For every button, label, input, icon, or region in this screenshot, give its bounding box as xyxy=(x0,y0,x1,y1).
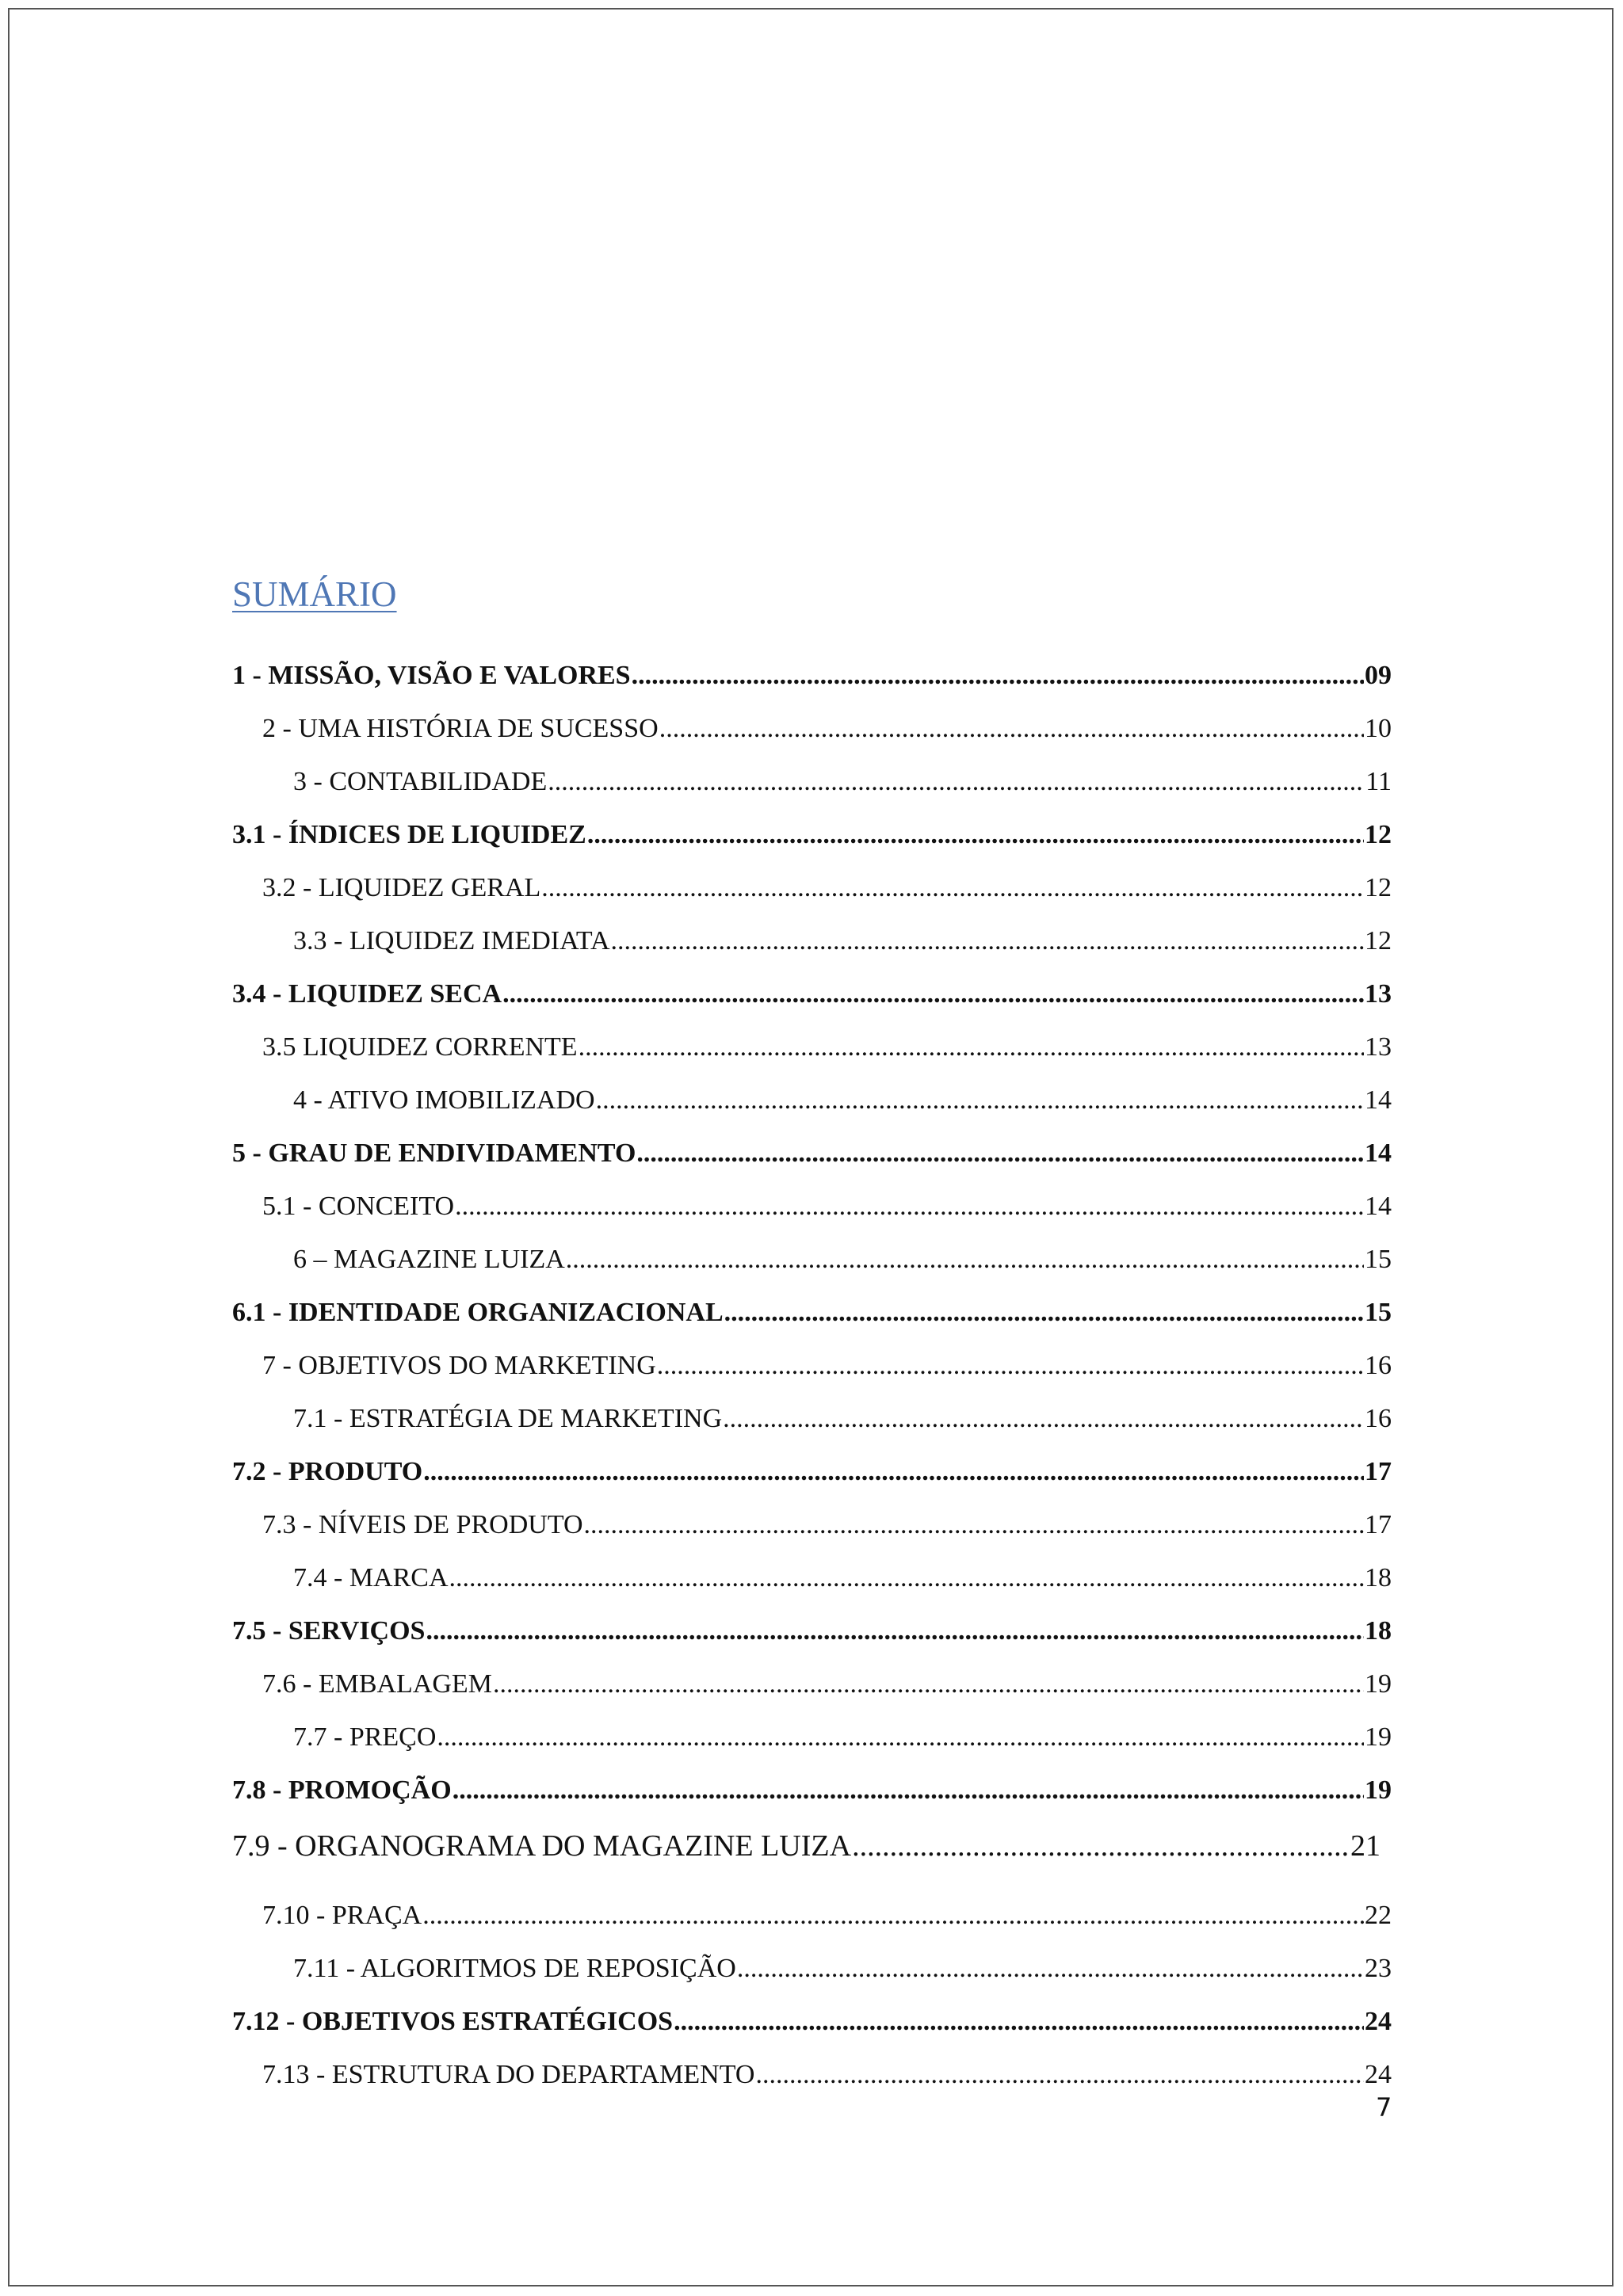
toc-entry-7-9[interactable] xyxy=(232,1826,1381,1866)
toc-entry-text: 7.7 - PREÇO xyxy=(293,1722,437,1752)
toc-entry-text: 7.5 - SERVIÇOS xyxy=(232,1616,426,1646)
toc-page-number: 22 xyxy=(1365,1901,1392,1930)
toc-entry-text: 7.4 - MARCA xyxy=(293,1563,449,1592)
toc-dot-leader xyxy=(453,1771,1364,1810)
toc-dot-leader xyxy=(579,1028,1364,1067)
toc-dot-leader xyxy=(455,1187,1364,1226)
toc-page-number: 18 xyxy=(1365,1616,1392,1646)
toc-dot-leader xyxy=(723,1399,1364,1439)
toc-entry-text: 1 - MISSÃO, VISÃO E VALORES xyxy=(232,661,631,690)
toc-dot-leader xyxy=(423,1452,1364,1492)
toc-dot-leader xyxy=(737,1949,1364,1989)
toc-page-number: 19 xyxy=(1365,1722,1392,1752)
toc-entry-text: 7.2 - PRODUTO xyxy=(232,1457,423,1486)
toc-entry-7[interactable] xyxy=(262,1346,1392,1386)
toc-dot-leader xyxy=(596,1081,1364,1120)
toc-page-number: 09 xyxy=(1365,661,1392,690)
toc-entry-7-11[interactable] xyxy=(293,1949,1392,1989)
toc-entry-text: 3 - CONTABILIDADE xyxy=(293,767,548,796)
toc-page-number: 15 xyxy=(1365,1298,1392,1327)
toc-page-number: 14 xyxy=(1365,1192,1392,1221)
toc-entry-7-3[interactable] xyxy=(262,1505,1392,1545)
toc-entry-text: 6.1 - IDENTIDADE ORGANIZACIONAL xyxy=(232,1298,724,1327)
toc-dot-leader xyxy=(852,1826,1350,1866)
toc-dot-leader xyxy=(587,815,1364,855)
toc-entry-7-5[interactable] xyxy=(232,1611,1392,1651)
toc-entry-7-10[interactable] xyxy=(262,1896,1392,1936)
toc-dot-leader xyxy=(724,1293,1364,1333)
toc-page-number: 24 xyxy=(1365,2060,1392,2089)
toc-dot-leader xyxy=(426,1611,1364,1651)
toc-entry-text: 3.3 - LIQUIDEZ IMEDIATA xyxy=(293,926,610,955)
toc-page-number: 12 xyxy=(1365,926,1392,955)
toc-entry-text: 7.10 - PRAÇA xyxy=(262,1901,422,1930)
toc-page-number: 14 xyxy=(1365,1085,1392,1115)
toc-entry-text: 7.3 - NÍVEIS DE PRODUTO xyxy=(262,1510,583,1539)
toc-dot-leader xyxy=(437,1718,1364,1757)
toc-dot-leader xyxy=(632,656,1364,696)
toc-dot-leader xyxy=(636,1134,1364,1173)
toc-page-number: 19 xyxy=(1365,1775,1392,1805)
toc-entry-5[interactable] xyxy=(232,1134,1392,1173)
toc-dot-leader xyxy=(449,1558,1364,1598)
toc-dot-leader xyxy=(584,1505,1364,1545)
toc-entry-text: 7.9 - ORGANOGRAMA DO MAGAZINE LUIZA xyxy=(232,1829,852,1863)
toc-page-number: 13 xyxy=(1365,979,1392,1009)
toc-entry-7-13[interactable] xyxy=(262,2055,1392,2095)
toc-entry-3-2[interactable] xyxy=(262,868,1392,908)
toc-page-number: 11 xyxy=(1365,767,1392,796)
toc-entry-text: 4 - ATIVO IMOBILIZADO xyxy=(293,1085,595,1115)
toc-dot-leader xyxy=(566,1240,1364,1280)
toc-entry-7-4[interactable] xyxy=(293,1558,1392,1598)
toc-entry-7-7[interactable] xyxy=(293,1718,1392,1757)
toc-entry-6[interactable] xyxy=(293,1240,1392,1280)
toc-entry-3-5[interactable] xyxy=(262,1028,1392,1067)
toc-page-number: 10 xyxy=(1365,714,1392,743)
toc-dot-leader xyxy=(674,2002,1364,2042)
toc-page-number: 12 xyxy=(1365,873,1392,902)
toc-dot-leader xyxy=(611,921,1364,961)
toc-page-number: 14 xyxy=(1365,1138,1392,1168)
toc-dot-leader xyxy=(755,2055,1364,2095)
toc-entry-text: 3.1 - ÍNDICES DE LIQUIDEZ xyxy=(232,820,586,849)
toc-page-number: 13 xyxy=(1365,1032,1392,1062)
toc-entry-text: 5 - GRAU DE ENDIVIDAMENTO xyxy=(232,1138,636,1168)
toc-dot-leader xyxy=(659,709,1364,749)
toc-entry-text: 7.6 - EMBALAGEM xyxy=(262,1669,492,1699)
toc-entry-text: 7.11 - ALGORITMOS DE REPOSIÇÃO xyxy=(293,1954,736,1983)
toc-page-number: 16 xyxy=(1365,1404,1392,1433)
toc-entry-5-1[interactable] xyxy=(262,1187,1392,1226)
toc-entry-6-1[interactable] xyxy=(232,1293,1392,1333)
toc-dot-leader xyxy=(548,762,1365,802)
toc-page-number: 17 xyxy=(1365,1457,1392,1486)
toc-page-number: 15 xyxy=(1365,1245,1392,1274)
toc-entry-1[interactable] xyxy=(232,656,1392,696)
toc-dot-leader xyxy=(493,1665,1364,1704)
toc-dot-leader xyxy=(502,974,1364,1014)
toc-dot-leader xyxy=(541,868,1364,908)
toc-entry-text: 7.13 - ESTRUTURA DO DEPARTAMENTO xyxy=(262,2060,755,2089)
toc-title-link[interactable]: SUMÁRIO xyxy=(232,574,397,614)
toc-dot-leader xyxy=(657,1346,1364,1386)
toc-page-number: 23 xyxy=(1365,1954,1392,1983)
toc-page-number: 18 xyxy=(1365,1563,1392,1592)
toc-entry-3-4[interactable] xyxy=(232,974,1392,1014)
toc-entry-text: 7.12 - OBJETIVOS ESTRATÉGICOS xyxy=(232,2007,674,2036)
toc-entry-3-3[interactable] xyxy=(293,921,1392,961)
toc-page-number: 12 xyxy=(1365,820,1392,849)
toc-entry-3-1[interactable] xyxy=(232,815,1392,855)
toc-entry-text: 5.1 - CONCEITO xyxy=(262,1192,455,1221)
toc-entry-text: 6 – MAGAZINE LUIZA xyxy=(293,1245,565,1274)
toc-entry-text: 7.8 - PROMOÇÃO xyxy=(232,1775,452,1805)
toc-entry-7-12[interactable] xyxy=(232,2002,1392,2042)
toc-entry-text: 7.1 - ESTRATÉGIA DE MARKETING xyxy=(293,1404,723,1433)
toc-entry-7-8[interactable] xyxy=(232,1771,1392,1810)
toc-entry-text: 3.2 - LIQUIDEZ GERAL xyxy=(262,873,541,902)
toc-page-number: 19 xyxy=(1365,1669,1392,1699)
page-number: 7 xyxy=(1376,2092,1392,2122)
toc-page-number: 24 xyxy=(1365,2007,1392,2036)
toc-page-number: 16 xyxy=(1365,1351,1392,1380)
toc-entry-3[interactable] xyxy=(293,762,1392,802)
toc-entry-text: 7 - OBJETIVOS DO MARKETING xyxy=(262,1351,656,1380)
toc-entry-2[interactable] xyxy=(262,709,1392,749)
toc-entry-7-2[interactable] xyxy=(232,1452,1392,1492)
toc-dot-leader xyxy=(422,1896,1364,1936)
toc-entry-text: 3.5 LIQUIDEZ CORRENTE xyxy=(262,1032,578,1062)
toc-page-number: 21 xyxy=(1350,1829,1381,1863)
toc-entry-7-1[interactable] xyxy=(293,1399,1392,1439)
toc-entry-text: 2 - UMA HISTÓRIA DE SUCESSO xyxy=(262,714,659,743)
toc-entry-text: 3.4 - LIQUIDEZ SECA xyxy=(232,979,502,1009)
toc-entry-4[interactable] xyxy=(293,1081,1392,1120)
toc-entry-7-6[interactable] xyxy=(262,1665,1392,1704)
toc-page-number: 17 xyxy=(1365,1510,1392,1539)
